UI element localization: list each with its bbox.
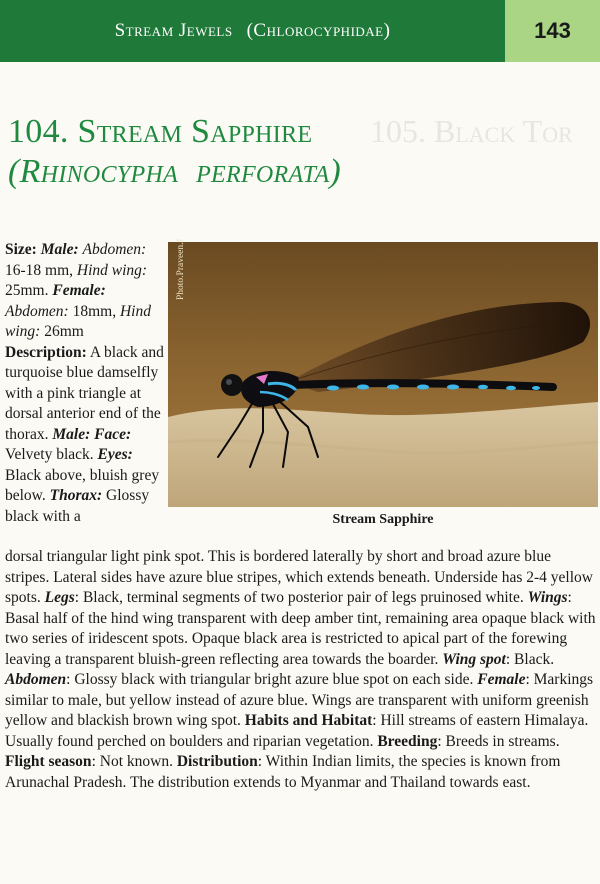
female-label: Female: xyxy=(52,282,106,299)
breeding-text: : Breeds in streams. xyxy=(437,732,560,750)
abdomen-text: : Glossy black with triangular bright azure blue spot on each side. xyxy=(66,671,474,688)
flight-season-text: : Not known. xyxy=(91,753,173,770)
female-hindwing-label: Hind wing: xyxy=(5,302,151,340)
photo-credit: Photo.Praveen.J xyxy=(176,238,186,300)
page-number-box xyxy=(505,0,600,62)
distribution-text: : Within Indian limits, the species is known from Arunachal Pradesh. The distribution extends to Myanmar and Thailand towards east. xyxy=(5,753,561,791)
description-text: A black and turquoise blue damselfly with a pink triangle at dorsal anterior end of the thorax. xyxy=(5,343,164,443)
description-label: Description: xyxy=(5,343,87,361)
legs-label: Legs xyxy=(44,589,75,606)
male-label-2: Male: xyxy=(52,425,91,443)
abdomen-label: Abdomen: xyxy=(82,241,147,258)
thorax-text: Glossy black with a xyxy=(5,487,150,525)
description-full-width xyxy=(5,547,597,793)
photo-caption: Stream Sapphire xyxy=(332,512,434,527)
male-label: Male: xyxy=(40,241,79,258)
female-text: : Markings similar to male, but yellow instead of azure blue. Wings are transparent with uniform greenish yellow and blackish brown wing spot. xyxy=(5,671,594,729)
wingspot-label: Wing spot xyxy=(442,650,506,668)
face-label: Face: xyxy=(94,425,132,443)
species-title xyxy=(8,112,341,192)
thorax-continued-text: dorsal triangular light pink spot. This is bordered laterally by short and broad azure blue stripes. Lateral sides have azure blue stripes, which extends beneath. Underside has 2-4 yellow spots. xyxy=(5,548,593,606)
face-text: Velvety black. xyxy=(5,446,94,463)
species-photo xyxy=(168,242,598,507)
species-scientific-name xyxy=(8,152,341,192)
legs-text: : Black, terminal segments of two posterior pair of legs pruinosed white. xyxy=(74,589,524,606)
page-header xyxy=(0,0,600,62)
size-label: Size: xyxy=(5,241,37,258)
female-abdomen-label: Abdomen: xyxy=(5,302,69,320)
wingspot-text: : Black. xyxy=(505,650,555,668)
thorax-label: Thorax: xyxy=(49,487,103,504)
habitat-text: : Hill streams of eastern Himalaya. Usually found perched on boulders and riparian vegetation. xyxy=(5,712,589,750)
distribution-label: Distribution xyxy=(176,753,258,770)
sci-genus: (Rhinocypha xyxy=(8,153,179,190)
flight-season-label: Flight season xyxy=(5,753,92,770)
wings-label: Wings xyxy=(527,589,568,606)
section-name: Stream Jewels xyxy=(114,20,233,41)
abdomen-label-2: Abdomen xyxy=(5,671,67,688)
sci-species: perforata) xyxy=(196,153,342,190)
bleed-through-text: 105. Black Tor xyxy=(370,113,573,149)
hindwing-value: 25mm. xyxy=(5,282,49,299)
section-title xyxy=(0,0,505,62)
hindwing-label: Hind wing: xyxy=(76,261,148,279)
eyes-label: Eyes: xyxy=(97,446,133,463)
species-common-name: 104. Stream Sapphire xyxy=(8,113,313,150)
female-label-2: Female xyxy=(477,671,526,688)
female-hindwing-value: 26mm xyxy=(44,323,84,340)
family-name: (Chlorocyphidae) xyxy=(246,20,391,41)
female-abdomen-value: 18mm, xyxy=(72,302,117,320)
description-left-column xyxy=(5,240,167,527)
page-number: 143 xyxy=(534,18,571,43)
habitat-label: Habits and Habitat xyxy=(244,712,373,729)
damselfly-photo-illustration xyxy=(168,242,598,507)
breeding-label: Breeding xyxy=(377,732,438,750)
eyes-text: Black above, bluish grey below. xyxy=(5,466,160,504)
wings-text: : Basal half of the hind wing transparent with deep amber tint, remaining area opaque black with two series of iridescent spots. Opaque black area is restricted to apical part of the forewing leaving a transparent bluish-green reflecting area towards the boarder. xyxy=(5,589,596,668)
abdomen-value: 16-18 mm, xyxy=(5,261,74,279)
